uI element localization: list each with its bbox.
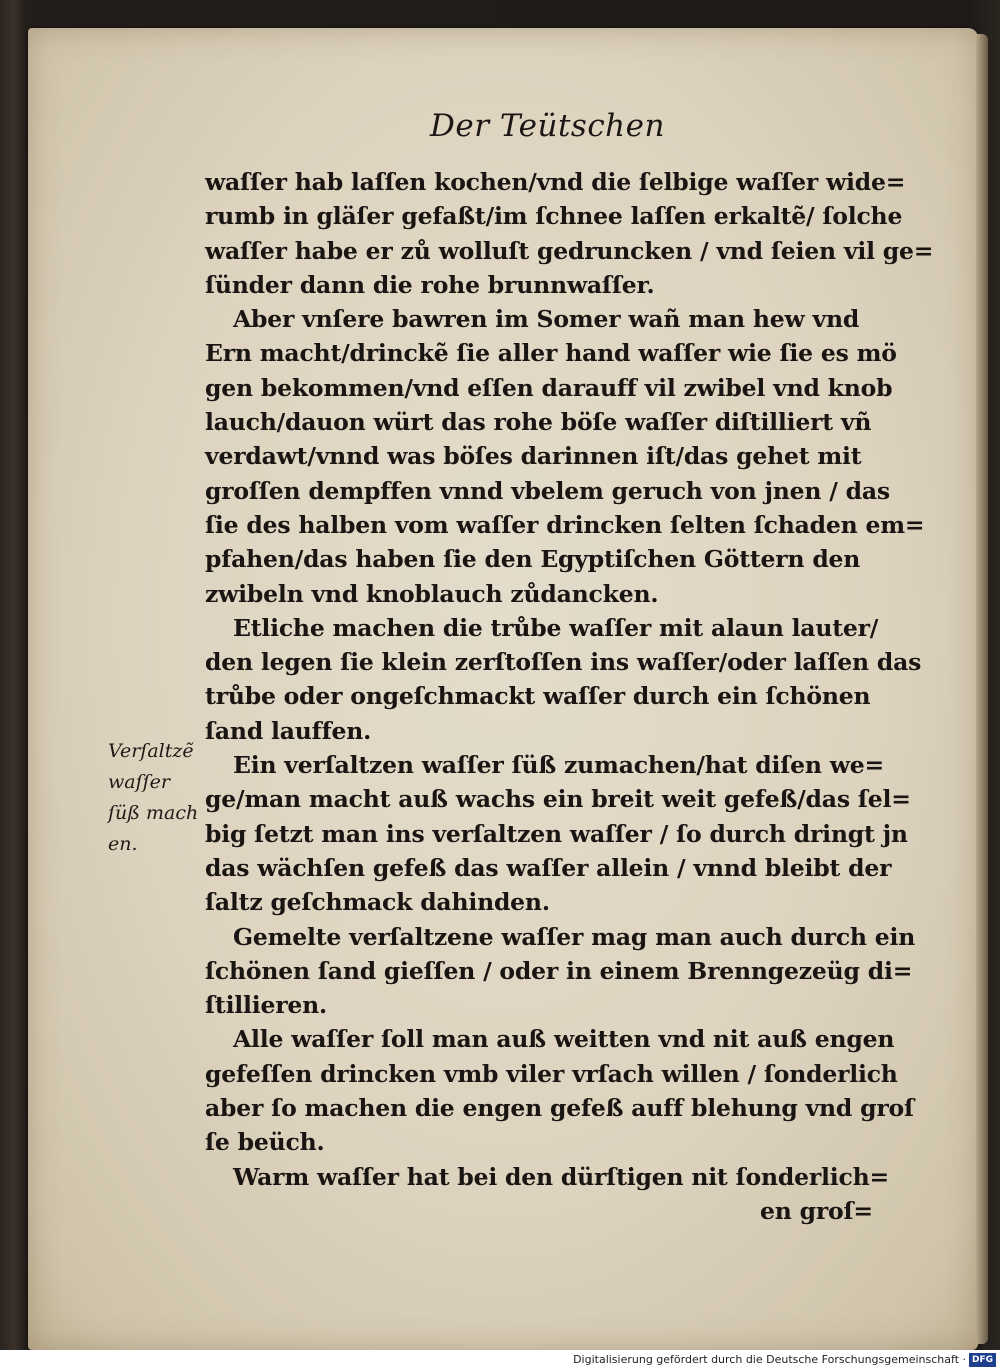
page-edge — [976, 34, 988, 1344]
marginal-note-line: Verſaltzẽ — [108, 740, 194, 762]
funding-credit: Digitalisierung gefördert durch die Deutsche Forschungsgemeinschaft · — [573, 1353, 966, 1366]
text-line: Gemelte verſaltzene waſſer mag man auch durch ein — [233, 922, 916, 951]
text-line: ſchönen ſand gieſſen / oder in einem Brenngezeüg di= — [205, 956, 913, 985]
text-line: Etliche machen die trůbe waſſer mit alaun lauter/ — [233, 613, 879, 642]
marginal-note-line: en. — [108, 833, 138, 855]
marginal-note — [108, 736, 208, 860]
text-line: ſtillieren. — [205, 991, 328, 1020]
text-line: big ſetzt man ins verſaltzen waſſer / ſo durch dringt jn — [205, 819, 908, 848]
text-line: lauch/dauon würt das rohe böſe waſſer diſtilliert vñ — [205, 408, 872, 437]
text-line: waſſer hab laſſen kochen/vnd die ſelbige waſſer wide= — [205, 168, 906, 196]
body-text — [205, 165, 934, 1228]
marginal-note-line: ſüß mach — [108, 802, 199, 824]
text-line: verdawt/vnnd was böſes darinnen iſt/das gehet mit — [205, 442, 862, 471]
running-head: Der Teütschen — [430, 108, 665, 144]
text-line: rumb in gläſer gefaßt/im ſchnee laſſen erkaltẽ/ ſolche — [205, 202, 903, 231]
text-line: gen bekommen/vnd eſſen darauff vil zwibel vnd knob — [205, 373, 893, 402]
text-line: aber ſo machen die engen gefeß auff blehung vnd groſ — [205, 1094, 914, 1123]
marginal-note-line: waſſer — [108, 771, 170, 793]
text-line: Ern macht/drinckẽ ſie aller hand waſſer wie ſie es mö — [205, 339, 897, 368]
text-line: das wächſen gefeß das waſſer allein / vnnd bleibt der — [205, 853, 892, 882]
text-line: groſſen dempffen vnnd vbelem geruch von jnen / das — [205, 476, 890, 505]
text-line: ſe beüch. — [205, 1128, 325, 1157]
text-line: zwibeln vnd knoblauch zůdancken. — [205, 579, 659, 608]
text-line: ſie des halben vom waſſer drincken ſelten ſchaden em= — [205, 510, 925, 539]
text-line: ge/man macht auß wachs ein breit weit gefeß/das ſel= — [205, 785, 911, 814]
text-line: ſaltz geſchmack dahinden. — [205, 888, 550, 917]
text-line: waſſer habe er zů wolluſt gedruncken / vnd ſeien vil ge= — [205, 236, 934, 265]
text-line: Ein verſaltzen waſſer ſüß zumachen/hat diſen we= — [233, 751, 885, 780]
text-line: trůbe oder ongeſchmackt waſſer durch ein ſchönen — [205, 682, 871, 711]
text-line: gefeſſen drincken vmb viler vrſach willen / ſonderlich — [205, 1059, 898, 1088]
text-line: Aber vnſere bawren im Somer wañ man hew vnd — [233, 305, 860, 334]
text-line: Alle waſſer ſoll man auß weitten vnd nit auß engen — [233, 1025, 895, 1054]
text-line: pfahen/das haben ſie den Egyptiſchen Göttern den — [205, 545, 861, 574]
catchword: en groſ= — [760, 1196, 873, 1225]
text-line: den legen ſie klein zerſtoſſen ins waſſer/oder laſſen das — [205, 648, 922, 677]
dfg-logo: DFG — [969, 1353, 996, 1367]
footer-bar — [0, 1350, 1000, 1371]
text-line: Warm waſſer hat bei den dürſtigen nit ſonderlich= — [233, 1162, 889, 1191]
text-line: ſand lauffen. — [205, 716, 372, 745]
text-line: ſünder dann die rohe brunnwaſſer. — [205, 270, 655, 299]
